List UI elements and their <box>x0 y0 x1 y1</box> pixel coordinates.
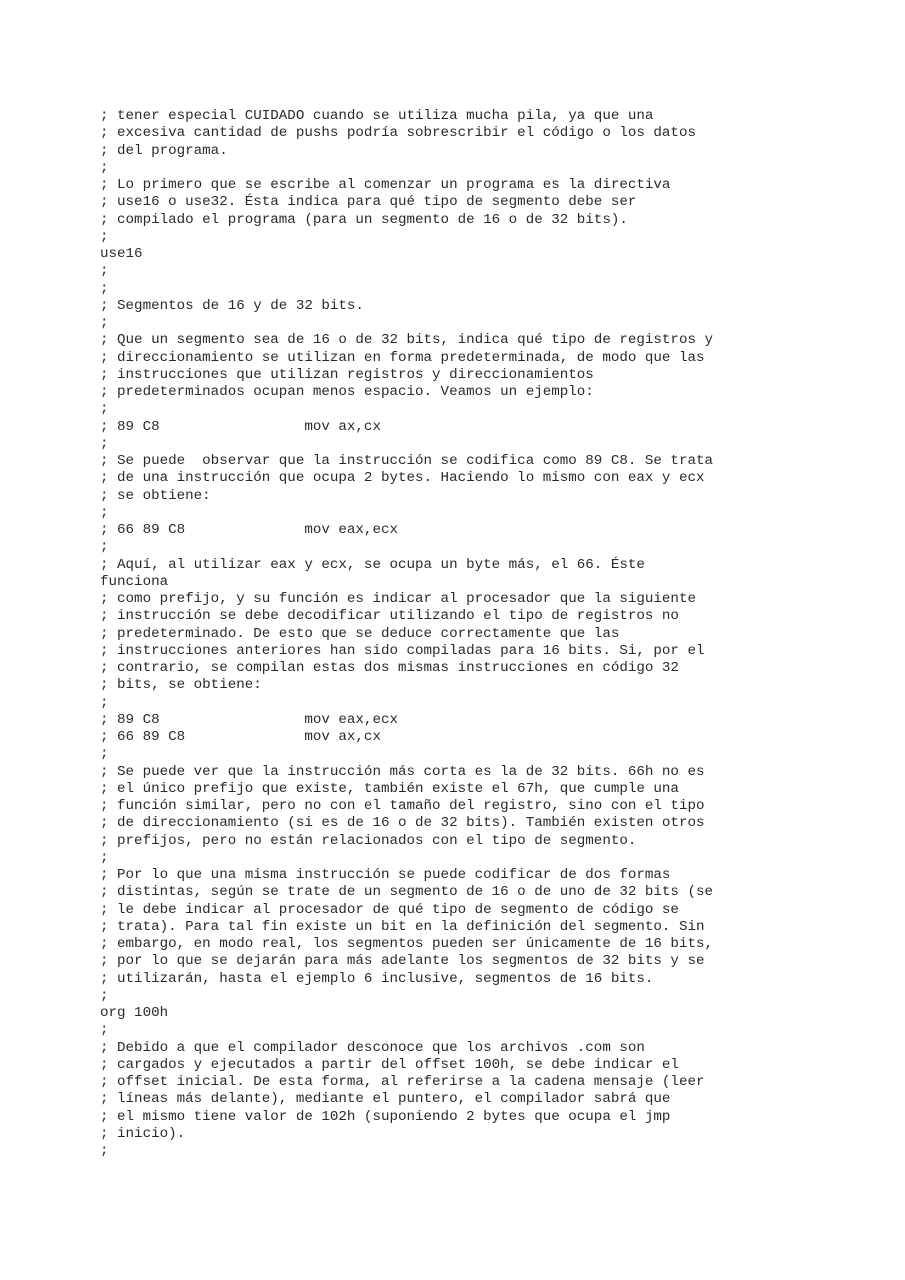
code-line: use16 <box>100 246 143 262</box>
code-line: ; compilado el programa (para un segmento de 16 o de 32 bits). <box>100 211 628 228</box>
code-line: ; predeterminado. De esto que se deduce correctamente que las <box>100 625 620 642</box>
code-line: funciona <box>100 573 169 590</box>
code-line: ; instrucciones que utilizan registros y direccionamientos <box>100 366 594 383</box>
code-line: ; offset inicial. De esta forma, al referirse a la cadena mensaje (leer <box>100 1074 705 1090</box>
code-line: ; <box>100 1143 109 1159</box>
code-line: ; <box>100 987 109 1004</box>
code-line: ; utilizarán, hasta el ejemplo 6 inclusive, segmentos de 16 bits. <box>100 970 654 987</box>
code-line: ; Que un segmento sea de 16 o de 32 bits, indica qué tipo de registros y <box>100 332 713 349</box>
code-listing <box>100 108 890 1160</box>
code-line: ; prefijos, pero no están relacionados con el tipo de segmento. <box>100 832 637 849</box>
code-line: org 100h <box>100 1005 169 1021</box>
code-line: ; Debido a que el compilador desconoce que los archivos .com son <box>100 1039 645 1056</box>
code-line: ; <box>100 504 109 521</box>
code-line: ; <box>100 694 109 711</box>
code-line: ; instrucciones anteriores han sido compiladas para 16 bits. Si, por el <box>100 642 705 659</box>
code-line: ; se obtiene: <box>100 487 211 504</box>
code-line: ; <box>100 401 109 418</box>
code-line: ; Por lo que una misma instrucción se puede codificar de dos formas <box>100 867 671 883</box>
code-line: ; inicio). <box>100 1125 186 1142</box>
code-line: ; instrucción se debe decodificar utilizando el tipo de registros no <box>100 608 679 625</box>
code-line: ; por lo que se dejarán para más adelante los segmentos de 32 bits y se <box>100 953 705 970</box>
code-line: ; 89 C8 mov eax,ecx <box>100 711 398 728</box>
code-line: ; como prefijo, y su función es indicar al procesador que la siguiente <box>100 591 696 607</box>
code-line: ; bits, se obtiene: <box>100 677 262 694</box>
code-line: ; <box>100 746 109 763</box>
code-line: ; Lo primero que se escribe al comenzar un programa es la directiva <box>100 177 671 193</box>
code-line: ; el mismo tiene valor de 102h (suponiendo 2 bytes que ocupa el jmp <box>100 1108 671 1125</box>
code-line: ; de direccionamiento (si es de 16 o de 32 bits). También existen otros <box>100 815 705 832</box>
code-line: ; <box>100 315 109 331</box>
code-line: ; Se puede ver que la instrucción más corta es la de 32 bits. 66h no es <box>100 763 705 780</box>
code-line: ; 66 89 C8 mov eax,ecx <box>100 522 398 538</box>
code-line: ; contrario, se compilan estas dos mismas instrucciones en código 32 <box>100 660 679 676</box>
code-line: ; <box>100 263 109 280</box>
code-line: ; el único prefijo que existe, también existe el 67h, que cumple una <box>100 780 679 797</box>
code-line: ; predeterminados ocupan menos espacio. Veamos un ejemplo: <box>100 384 594 400</box>
code-line: ; de una instrucción que ocupa 2 bytes. Haciendo lo mismo con eax y ecx <box>100 470 705 487</box>
code-line: ; 89 C8 mov ax,cx <box>100 418 381 435</box>
code-line: ; función similar, pero no con el tamaño del registro, sino con el tipo <box>100 798 705 814</box>
code-line: ; cargados y ejecutados a partir del offset 100h, se debe indicar el <box>100 1056 679 1073</box>
code-line: ; trata). Para tal fin existe un bit en la definición del segmento. Sin <box>100 918 705 935</box>
code-line: ; <box>100 228 109 245</box>
code-line: ; <box>100 159 109 176</box>
code-line: ; Segmentos de 16 y de 32 bits. <box>100 297 364 314</box>
code-line: ; tener especial CUIDADO cuando se utiliza mucha pila, ya que una <box>100 108 654 124</box>
code-line: ; le debe indicar al procesador de qué tipo de segmento de código se <box>100 901 679 918</box>
code-line: ; Se puede observar que la instrucción se codifica como 89 C8. Se trata <box>100 453 713 469</box>
code-line: ; use16 o use32. Ésta indica para qué tipo de segmento debe ser <box>100 194 637 211</box>
code-line: ; <box>100 280 109 297</box>
code-line: ; excesiva cantidad de pushs podría sobrescribir el código o los datos <box>100 125 696 142</box>
code-line: ; 66 89 C8 mov ax,cx <box>100 729 381 745</box>
code-line: ; <box>100 539 109 556</box>
code-line: ; embargo, en modo real, los segmentos pueden ser únicamente de 16 bits, <box>100 936 713 952</box>
code-line: ; distintas, según se trate de un segmento de 16 o de uno de 32 bits (se <box>100 884 713 901</box>
code-line: ; <box>100 849 109 866</box>
code-line: ; <box>100 435 109 452</box>
code-line: ; del programa. <box>100 142 228 159</box>
code-line: ; <box>100 1022 109 1039</box>
code-line: ; Aquí, al utilizar eax y ecx, se ocupa un byte más, el 66. Éste <box>100 556 645 573</box>
code-line: ; líneas más delante), mediante el puntero, el compilador sabrá que <box>100 1091 671 1108</box>
code-line: ; direccionamiento se utilizan en forma predeterminada, de modo que las <box>100 349 705 366</box>
